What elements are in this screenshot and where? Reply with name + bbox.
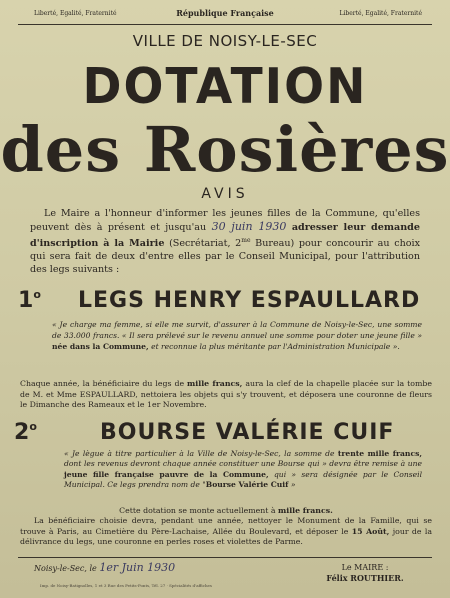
section2-paragraph [20,506,432,548]
maire-signature-block [300,562,430,584]
footer-date-line [34,561,175,574]
intro-paragraph [30,207,420,276]
section2-para-b: mille francs. [277,506,333,515]
section2-para-e: jour de la délivrance du legs, une couronne en perles roses et violettes de Parme. [20,526,432,547]
section2-quote-a: « Je lègue à titre particulier à la Ville de Noisy-le-Sec, la somme de [64,449,335,458]
intro-text-b: adresser leur demande d'inscription à la Mairie [30,222,420,250]
section1-quote-a: « Je charge ma femme, si elle me survit, d'assurer à la Commune de Noisy-le-Sec, une somme de 33.000 francs. « Il sera prélevé sur le revenu annuel une somme pour doter une jeune fille » [52,320,422,340]
section2-number: 2$^o$ [14,420,37,445]
intro-text-d: Bureau) pour concourir au choix qui sera fait de deux d'entre elles par le Conseil Municipal, pour l'attribution des legs suivants : [30,238,420,276]
section1-quote-c: et reconnue la plus méritante par l'Administration Municipale ». [148,341,400,351]
section2-quote-d: jeune fille française pauvre de la Commune, [64,469,269,479]
section1-para-b: mille francs, [187,379,243,388]
intro-text-a: Le Maire a l'honneur d'informer les jeunes filles de la Commune, qu'elles peuvent dès à présent et jusqu'au [30,208,420,233]
section1-quote-b: née dans la Commune, [52,341,149,351]
section2-quote-e: qui » sera désignée par le Conseil Municipal. Ce legs prendra nom de " [64,469,422,490]
printer-credit: Imp. de Noisy-Batignolles, 1 et 3 Rue des Petits-Ponts, Tél. 27 · Spécialités d'affiches [40,583,212,588]
section2-quote-g: » [288,480,296,490]
intro-sup: me [241,237,251,244]
handwritten-date: 1er Juin 1930 [99,561,176,574]
ville-heading: VILLE DE NOISY-LE-SEC [132,32,318,50]
section2-quote-b: trente mille francs, [337,449,422,458]
section1-title: LEGS HENRY ESPAULLARD [78,288,421,313]
title-rosieres: des Rosières [0,113,450,186]
handwritten-deadline: 30 juin 1930 [211,220,287,233]
maire-name: Félix ROUTHIER. [326,573,404,583]
intro-text-c: (Secrétariat, 2 [169,238,242,250]
avis-heading: AVIS [201,186,249,202]
section1-number: 1$^o$ [18,288,41,313]
section1-quote [52,320,422,352]
header-divider [18,24,432,25]
section2-para-c: La bénéficiaire choisie devra, pendant une année, nettoyer le Monument de la Famille, qui se trouve à Paris, au Cimetière du Père-Lachaise, Allée du Boulevard, et déposer le [20,516,432,536]
section1-para-c: aura la clef de la chapelle placée sur la tombe de M. et Mme ESPAULLARD, nettoiera les objets qui s'y trouvent, et déposera une couronne de fleurs le Dimanche des Rameaux et le 1er Novembre. [20,379,432,409]
header-right-motto: Liberté, Egalité, Fraternité [339,10,422,17]
section2-para-a: Cette dotation se monte actuellement à [119,506,276,515]
footer-place: Noisy-le-Sec, le [34,564,97,573]
maire-label: Le MAIRE : [341,563,389,572]
footer-divider [18,557,432,558]
section2-quote-c: dont les revenus devront chaque année constituer une Bourse qui » devra être remise à une [64,459,422,469]
header-left-motto: Liberté, Egalité, Fraternité [34,10,117,17]
section2-title: BOURSE VALÉRIE CUIF [100,420,395,445]
header-republique: République Française [176,8,274,18]
section2-quote-f: Bourse Valérie Cuif [205,480,289,490]
section1-para-a: Chaque année, la bénéficiaire du legs de [20,379,185,388]
title-dotation: DOTATION [82,57,368,116]
section2-quote [64,449,422,491]
section2-para-d: 15 Août, [351,526,390,536]
header-bar [0,8,450,22]
section1-paragraph [20,379,432,411]
